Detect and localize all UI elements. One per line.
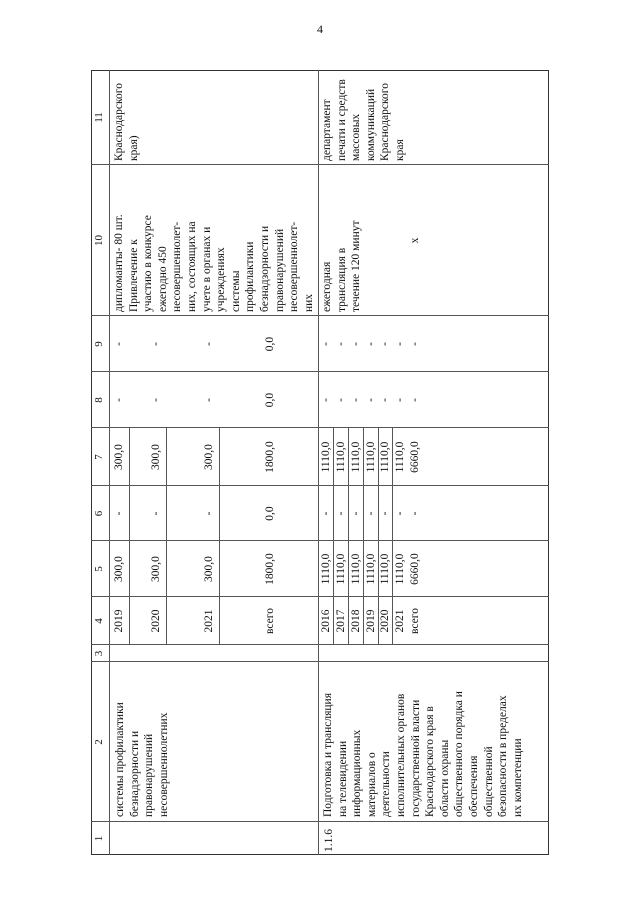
amount-col8: -	[379, 398, 391, 402]
amount-col6: -	[350, 511, 362, 516]
amount-col7: 1110,0	[365, 441, 377, 473]
row-divider-2021	[219, 428, 220, 645]
block-b-executor	[320, 79, 408, 161]
amount-col8: -	[320, 398, 332, 402]
col-divider-1	[91, 821, 549, 822]
amount-col8: -	[365, 398, 377, 402]
amount-col6: -	[379, 511, 391, 516]
result-line: течение 120 минут	[350, 220, 363, 312]
amount-col6: -	[320, 511, 332, 516]
amount-total: 1110,0	[320, 553, 332, 585]
name-line: исполнительных органов	[394, 693, 407, 817]
amount-col6: -	[335, 511, 347, 516]
row-divider-2020	[166, 428, 167, 645]
executor-line: края	[393, 139, 406, 161]
amount-col8: -	[335, 398, 347, 402]
block-a-result	[112, 214, 316, 312]
block-a-name	[113, 702, 171, 817]
result-line: профилактики	[244, 241, 257, 312]
amount-total: 1110,0	[350, 553, 362, 585]
name-line: общественного порядка и	[453, 691, 466, 817]
name-line: несовершеннолетних	[157, 712, 170, 817]
amount-col6: -	[150, 511, 162, 516]
year-cell: 2021	[203, 609, 215, 633]
result-line: учреждениях	[215, 247, 228, 312]
amount-col8: -	[203, 398, 215, 402]
header-col-5: 5	[93, 566, 105, 572]
header-divider	[109, 70, 110, 855]
header-col-6: 6	[93, 510, 105, 517]
name-line: Подготовка и трансляция	[322, 693, 334, 817]
header-col-2: 2	[93, 739, 105, 745]
amount-col9: -	[409, 342, 421, 346]
amount-total: 1800,0	[264, 553, 276, 585]
result-line: системы	[229, 270, 242, 312]
col-divider-2	[91, 661, 549, 662]
year-cell: всего	[264, 608, 276, 634]
result-line: учете в органах и	[200, 226, 213, 312]
amount-col9: -	[365, 342, 377, 346]
name-line: правонарушений	[143, 733, 156, 817]
amount-col6: 0,0	[264, 506, 276, 521]
block-b-result	[320, 220, 364, 312]
result-line: трансляция в	[335, 247, 348, 312]
amount-col8: -	[394, 398, 406, 402]
amount-col6: -	[394, 511, 406, 516]
amount-col9: -	[379, 342, 391, 346]
header-col-3: 3	[93, 650, 105, 657]
year-cell: 2021	[394, 609, 406, 633]
executor-line: Краснодарского	[113, 83, 125, 161]
name-line: системы профилактики	[114, 702, 126, 817]
result-line: правонарушений	[273, 228, 286, 312]
amount-col7: 1110,0	[394, 441, 406, 473]
year-cell: 2020	[150, 609, 162, 633]
result-line: ежегодно 450	[156, 246, 169, 312]
executor-line: коммуникаций	[364, 88, 377, 161]
header-col-10: 10	[93, 235, 105, 246]
amount-total: 300,0	[113, 556, 125, 582]
amount-col7: 1110,0	[350, 441, 362, 473]
amount-col9: -	[203, 342, 215, 346]
executor-line: печати и средств	[335, 79, 348, 161]
page-number: 4	[317, 22, 323, 36]
executor-line: департамент	[321, 99, 333, 161]
amount-col7: 300,0	[113, 444, 125, 470]
amount-col7: 1110,0	[379, 441, 391, 473]
executor-line: края)	[127, 135, 140, 161]
amount-col9: -	[150, 342, 162, 346]
block-b-result-total: х	[409, 237, 421, 244]
header-col-4: 4	[93, 618, 105, 624]
amount-col9: -	[320, 342, 332, 346]
amount-total: 300,0	[150, 556, 162, 582]
year-cell: всего	[409, 608, 421, 634]
name-line: информационных	[351, 729, 364, 817]
result-line: несовершеннолет-	[171, 221, 184, 312]
name-line: обеспечения	[467, 755, 480, 817]
amount-col9: -	[350, 342, 362, 346]
rotated-table	[91, 70, 549, 855]
header-col-8: 8	[93, 397, 105, 403]
col-divider-10	[91, 164, 549, 165]
name-line: Краснодарского края в	[424, 706, 437, 817]
executor-line: массовых	[350, 113, 363, 161]
amount-col6: -	[365, 511, 377, 516]
row-divider-2019	[129, 428, 130, 645]
amount-total: 1110,0	[394, 553, 406, 585]
amount-col7: 300,0	[150, 444, 162, 470]
amount-col8: -	[350, 398, 362, 402]
amount-col7: 300,0	[203, 444, 215, 470]
amount-col9: -	[113, 342, 125, 346]
result-line: безнадзорности и	[258, 225, 271, 312]
amount-col7: 1800,0	[264, 441, 276, 473]
name-line: безопасности в пределах	[497, 695, 510, 817]
result-line: них, состоящих на	[185, 221, 198, 312]
amount-col8: 0,0	[264, 392, 276, 408]
year-cell: 2018	[350, 609, 362, 633]
result-line: дипломанты- 80 шт.	[113, 214, 125, 312]
amount-col7: 1110,0	[320, 441, 332, 473]
name-line: деятельности	[380, 751, 393, 817]
amount-col8: -	[409, 398, 421, 402]
name-line: области охраны	[438, 739, 451, 817]
block-b-number: 1.1.6	[323, 829, 335, 852]
amount-col9: -	[394, 342, 406, 346]
amount-col6: -	[409, 511, 421, 516]
amount-total: 300,0	[203, 556, 215, 582]
result-line: Привлечение к	[127, 239, 140, 312]
amount-col9: -	[335, 342, 347, 346]
block-a-executor	[112, 83, 141, 161]
year-cell: 2020	[379, 609, 391, 633]
year-cell: 2017	[335, 609, 347, 633]
name-line: на телевидении	[336, 740, 349, 817]
amount-col7: 6660,0	[409, 441, 421, 473]
year-cell: 2019	[113, 609, 125, 633]
name-line: материалов о	[365, 752, 378, 817]
header-col-1: 1	[93, 835, 105, 842]
amount-col6: -	[113, 511, 125, 516]
year-cell: 2019	[365, 609, 377, 633]
result-line: ежегодная	[321, 261, 333, 312]
result-line: них	[302, 293, 315, 312]
amount-col7: 1110,0	[335, 441, 347, 473]
result-line: участию в конкурсе	[142, 215, 155, 312]
block-b-name	[321, 691, 525, 817]
name-line: государственной власти	[409, 699, 422, 817]
amount-total: 6660,0	[409, 553, 421, 585]
amount-col9: 0,0	[264, 336, 276, 352]
amount-total: 1110,0	[335, 553, 347, 585]
result-line: несовершеннолет-	[288, 221, 301, 312]
executor-line: Краснодарского	[379, 83, 392, 161]
name-line: их компетенции	[511, 738, 524, 817]
year-cell: 2016	[320, 609, 332, 633]
name-line: безнадзорности и	[128, 730, 141, 817]
header-col-9: 9	[93, 341, 105, 347]
amount-col6: -	[203, 511, 215, 516]
header-col-7: 7	[93, 454, 105, 460]
amount-col8: -	[150, 398, 162, 402]
amount-total: 1110,0	[379, 553, 391, 585]
amount-col8: -	[113, 398, 125, 402]
amount-total: 1110,0	[365, 553, 377, 585]
name-line: общественной	[482, 746, 495, 817]
header-col-11: 11	[93, 112, 105, 123]
